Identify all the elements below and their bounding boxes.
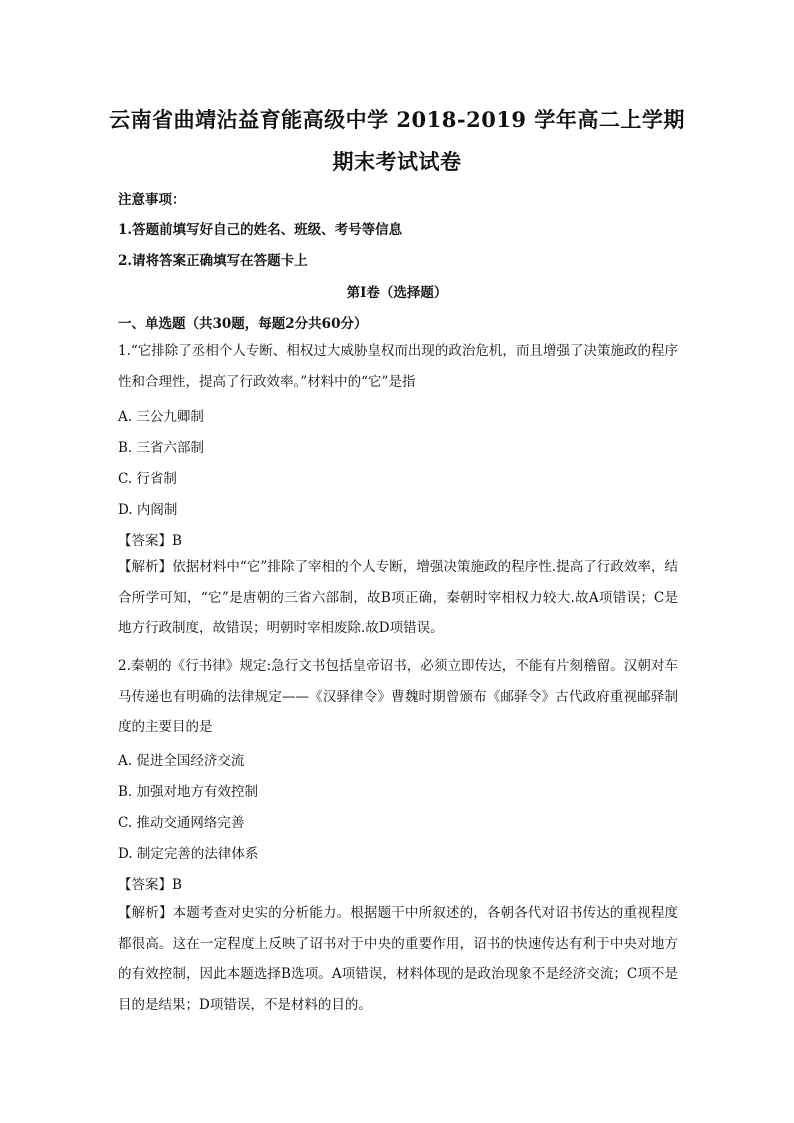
question-1-option-d: D. 内阁制 [118, 502, 178, 518]
question-2-option-b: B. 加强对地方有效控制 [118, 784, 259, 800]
question-1-option-b: B. 三省六部制 [118, 440, 205, 456]
question-2-analysis [118, 898, 678, 1020]
analysis-label: 【解析】 [118, 559, 173, 575]
notice-heading: 注意事项： [118, 192, 186, 208]
part-heading: 一、单选题（共30题，每题2分共60分） [118, 316, 368, 332]
question-1-analysis [118, 552, 678, 644]
question-1-option-a: A. 三公九卿制 [118, 409, 204, 425]
question-2-option-c: C. 推动交通网络完善 [118, 815, 245, 831]
question-1-analysis-text: 依据材料中“它”排除了宰相的个人专断，增强决策施政的程序性.提高了行政效率，结合所学可知，“它”是唐朝的三省六部制，故B项正确，秦朝时宰相权力较大.故A项错误；C是地方行政制度，故错误；明朝时宰相废除.故D项错误。 [118, 559, 679, 636]
question-2-answer: 【答案】B [118, 877, 182, 893]
question-2-analysis-text: 本题考查对史实的分析能力。根据题干中所叙述的，各朝各代对诏书传达的重视程度都很高。这在一定程度上反映了诏书对于中央的重要作用，诏书的快速传达有利于中央对地方的有效控制，因此本题选择B选项。A项错误，材料体现的是政治现象不是经济交流；C项不是目的是结果；D项错误，不是材料的目的。 [118, 905, 679, 1013]
section-title: 第I卷（选择题） [346, 285, 448, 301]
question-2-option-d: D. 制定完善的法律体系 [118, 846, 259, 862]
question-1-answer: 【答案】B [118, 533, 182, 549]
exam-title-line1: 云南省曲靖沾益育能高级中学 2018-2019 学年高二上学期 [109, 107, 685, 132]
notice-item-1: 1.答题前填写好自己的姓名、班级、考号等信息 [118, 222, 403, 238]
exam-title-line2: 期末考试试卷 [332, 149, 462, 174]
notice-item-2: 2.请将答案正确填写在答题卡上 [118, 253, 308, 269]
question-1-option-c: C. 行省制 [118, 471, 177, 487]
analysis-label: 【解析】 [118, 905, 173, 921]
question-1-stem: 1.“它排除了丞相个人专断、相权过大威胁皇权而出现的政治危机，而且增强了决策施政的程序性和合理性，提高了行政效率。”材料中的“它”是指 [118, 343, 678, 390]
question-2-stem: 2.秦朝的《行书律》规定:急行文书包括皇帝诏书，必须立即传达，不能有片刻稽留。汉朝对车马传递也有明确的法律规定——《汉驿律令》曹魏时期曾颁布《邮驿令》古代政府重视邮驿制度的主要目的是 [118, 658, 678, 735]
question-2-option-a: A. 促进全国经济交流 [118, 753, 245, 769]
